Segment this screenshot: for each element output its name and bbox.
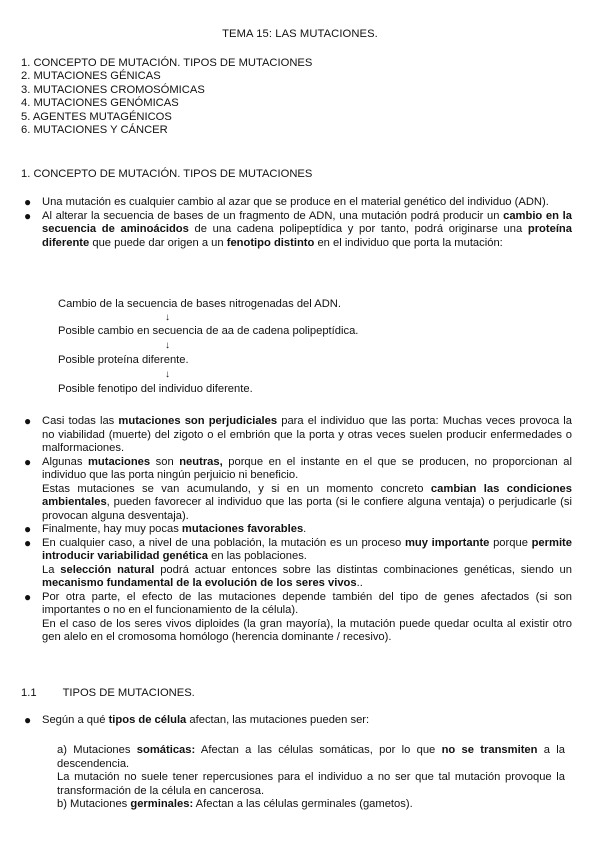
section-1-heading: 1. CONCEPTO DE MUTACIÓN. TIPOS DE MUTACIONES xyxy=(21,168,313,180)
paragraph: Casi todas las mutaciones son perjudiciales para el individuo que las porta: Muchas veces provoca la no viabilidad (muerte) del zigoto o el embrión que la porta y otras veces suelen producir enfermedades o malformaciones. xyxy=(42,415,573,454)
paragraph: Estas mutaciones se van acumulando, y si en un momento concreto cambian las condiciones ambientales, pueden favorecer al individuo que las porta (si le confiere alguna ventaja) o perjudicarle (si provocan alguna desventaja). xyxy=(42,482,572,522)
list-item xyxy=(24,714,572,728)
list-item xyxy=(24,523,572,537)
section-1-1-heading xyxy=(21,687,195,701)
down-arrow-icon: ↓ xyxy=(165,312,170,323)
list-item xyxy=(24,415,572,456)
list-item xyxy=(24,210,572,251)
toc-item: 1. CONCEPTO DE MUTACIÓN. TIPOS DE MUTACIONES xyxy=(21,57,313,69)
list-item xyxy=(24,196,572,210)
document-title: TEMA 15: LAS MUTACIONES. xyxy=(222,28,378,40)
paragraph: Una mutación es cualquier cambio al azar que se produce en el material genético del individuo (ADN). xyxy=(42,196,549,208)
bullet-list-intro xyxy=(24,196,572,250)
down-arrow-icon: ↓ xyxy=(165,340,170,351)
toc-item: 2. MUTACIONES GÉNICAS xyxy=(21,70,161,83)
mutation-types-detail xyxy=(57,744,565,812)
down-arrow-icon: ↓ xyxy=(165,369,170,380)
paragraph: La selección natural podrá actuar entonces sobre las distintas combinaciones genéticas, siendo un mecanismo fundamental de la evolución de los seres vivos.. xyxy=(42,563,572,589)
paragraph: La mutación no suele tener repercusiones para el individuo a no ser que tal mutación provoque la transformación de la célula en cancerosa. xyxy=(57,771,565,797)
toc-item: 5. AGENTES MUTAGÉNICOS xyxy=(21,110,172,123)
bullet-list-types xyxy=(24,714,572,728)
list-item xyxy=(24,537,572,591)
bullet-icon: ● xyxy=(24,208,32,223)
flow-step: Cambio de la secuencia de bases nitrogenadas del ADN. xyxy=(58,298,341,310)
paragraph: Algunas mutaciones son neutras, porque en el instante en el que se producen, no proporcionan al individuo que las porta ningún perjuicio ni beneficio. xyxy=(42,455,572,481)
flow-step: Posible fenotipo del individuo diferente. xyxy=(58,383,253,395)
paragraph: En cualquier caso, a nivel de una población, la mutación es un proceso muy importante porque permite introducir variabilidad genética en las poblaciones. xyxy=(42,536,573,562)
paragraph-somatic: a) Mutaciones somáticas: Afectan a las células somáticas, por lo que no se transmiten a la descendencia. xyxy=(57,744,566,770)
bullet-icon: ● xyxy=(24,195,32,209)
flow-step: Posible cambio en secuencia de aa de cadena polipeptídica. xyxy=(58,325,359,337)
paragraph-germinal: b) Mutaciones germinales: Afectan a las células germinales (gametos). xyxy=(57,798,413,810)
flow-step: Posible proteína diferente. xyxy=(58,354,189,366)
paragraph: Según a qué tipos de célula afectan, las mutaciones pueden ser: xyxy=(42,714,370,726)
section-number: 1.1 xyxy=(21,687,37,699)
bullet-icon: ● xyxy=(24,454,32,469)
toc-item: 6. MUTACIONES Y CÁNCER xyxy=(21,123,168,136)
table-of-contents xyxy=(21,57,312,137)
toc-item: 4. MUTACIONES GENÓMICAS xyxy=(21,97,179,110)
paragraph: Finalmente, hay muy pocas mutaciones favorables. xyxy=(42,523,307,535)
list-item xyxy=(24,591,572,645)
bullet-icon: ● xyxy=(24,713,32,727)
list-item xyxy=(24,456,572,524)
bullet-icon: ● xyxy=(24,589,32,604)
toc-item: 3. MUTACIONES CROMOSÓMICAS xyxy=(21,83,205,96)
paragraph: Al alterar la secuencia de bases de un fragmento de ADN, una mutación podrá producir un cambio en la secuencia de aminoácidos de una cadena polipeptídica y por tanto, podrá originarse una proteína diferente que puede dar origen a un fenotipo distinto en el individuo que porta la mutación: xyxy=(42,209,572,249)
bullet-icon: ● xyxy=(24,414,32,428)
bullet-list-effects xyxy=(24,415,572,645)
paragraph: Por otra parte, el efecto de las mutaciones depende también del tipo de genes afectados (si son importantes o no en el funcionamiento de la célula). xyxy=(42,590,572,616)
bullet-icon: ● xyxy=(24,522,32,536)
bullet-icon: ● xyxy=(24,535,32,550)
paragraph: En el caso de los seres vivos diploides (la gran mayoría), la mutación puede quedar oculta al existir otro gen alelo en el cromosoma homólogo (herencia dominante / recesivo). xyxy=(42,617,572,643)
section-title: TIPOS DE MUTACIONES. xyxy=(62,687,195,699)
